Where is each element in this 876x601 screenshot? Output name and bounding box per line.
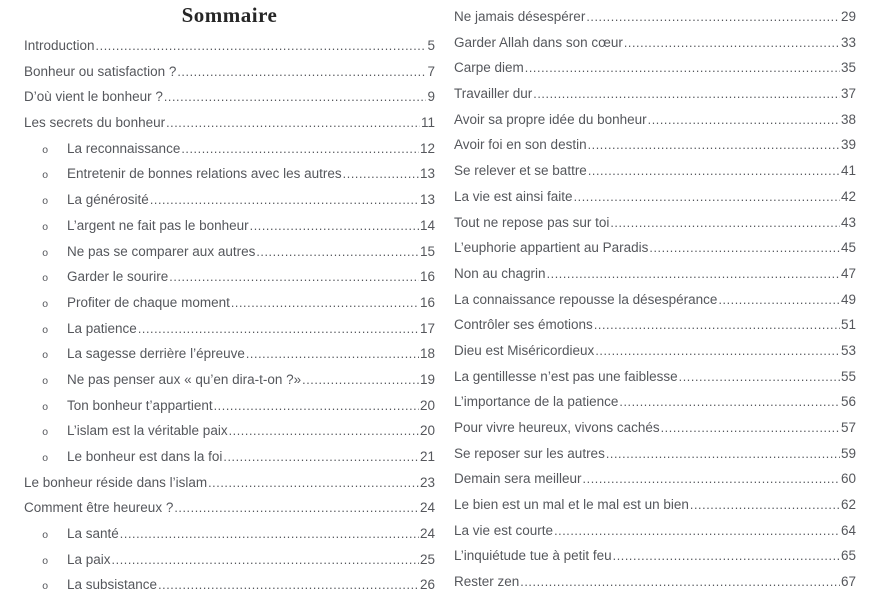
leader-dots <box>150 188 419 214</box>
toc-entry-page: 67 <box>840 574 856 590</box>
toc-entry[interactable] <box>24 316 435 342</box>
toc-entry[interactable] <box>24 572 435 598</box>
bullet-icon: o <box>42 375 49 388</box>
toc-entry[interactable] <box>24 264 435 290</box>
toc-entry-label: La paix <box>67 551 111 567</box>
toc-entry-label: L’islam est la véritable paix <box>67 423 228 439</box>
toc-entry-label: Rester zen <box>454 574 520 590</box>
toc-entry-label: Travailler dur <box>454 86 533 102</box>
toc-entry-label: Profiter de chaque moment <box>67 294 230 310</box>
toc-entry-page: 38 <box>840 111 856 127</box>
leader-dots <box>619 390 840 416</box>
bullet-icon: o <box>42 530 49 543</box>
leader-dots <box>112 548 419 574</box>
toc-left-column <box>0 0 438 598</box>
toc-entry-page: 65 <box>840 548 856 564</box>
toc-entry[interactable] <box>24 59 435 85</box>
toc-entry-page: 47 <box>840 265 856 281</box>
toc-entry[interactable] <box>454 261 856 287</box>
leader-dots <box>624 31 840 57</box>
toc-entry-page: 59 <box>840 445 856 461</box>
toc-entry-label: Avoir foi en son destin <box>454 137 587 153</box>
toc-entry[interactable] <box>24 444 435 470</box>
leader-dots <box>158 573 419 599</box>
leader-dots <box>138 317 419 343</box>
toc-entry[interactable] <box>454 287 856 313</box>
toc-entry-label: Le bonheur est dans la foi <box>67 449 223 464</box>
leader-dots <box>718 288 840 314</box>
bullet-icon: o <box>42 555 49 568</box>
toc-entry[interactable] <box>24 341 435 367</box>
page-title: Sommaire <box>181 3 278 27</box>
toc-entry[interactable] <box>24 547 435 573</box>
toc-entry-label: La reconnaissance <box>67 140 181 156</box>
toc-entry[interactable] <box>454 235 856 261</box>
toc-entry-label: Garder le sourire <box>67 269 169 285</box>
leader-dots <box>208 471 419 497</box>
toc-entry-page: 56 <box>840 394 856 410</box>
leader-dots <box>177 60 426 86</box>
leader-dots <box>595 339 840 365</box>
leader-dots <box>610 211 840 237</box>
toc-entry[interactable] <box>24 470 435 496</box>
toc-entry-page: 20 <box>419 397 435 413</box>
bullet-icon: o <box>42 221 49 234</box>
leader-dots <box>661 416 840 442</box>
toc-entry[interactable] <box>24 290 435 316</box>
toc-entry-label: L’argent ne fait pas le bonheur <box>67 217 249 233</box>
toc-entry[interactable] <box>454 81 856 107</box>
toc-entry-page: 33 <box>840 34 856 50</box>
toc-entry-page: 12 <box>419 140 435 156</box>
leader-dots <box>554 519 840 545</box>
toc-entry-label: La patience <box>67 320 137 336</box>
toc-entry[interactable] <box>24 418 435 444</box>
bullet-icon: o <box>42 170 49 183</box>
toc-entry-page: 16 <box>419 269 435 285</box>
toc-entry[interactable] <box>454 210 856 236</box>
toc-entry[interactable] <box>24 367 435 393</box>
toc-entry-page: 41 <box>840 163 856 179</box>
toc-entry-label: La vie est ainsi faite <box>454 188 573 204</box>
toc-entry-label: Ton bonheur t’appartient <box>67 397 213 413</box>
leader-dots <box>302 368 419 394</box>
toc-entry-page: 55 <box>840 368 856 384</box>
leader-dots <box>588 133 840 159</box>
toc-entry-label: Dieu est Miséricordieux <box>454 342 595 358</box>
toc-entry-label: Le bien est un mal et le mal est un bien <box>454 497 689 513</box>
leader-dots <box>533 82 840 108</box>
toc-entry-page: 24 <box>419 526 435 542</box>
toc-entry[interactable] <box>454 518 856 544</box>
leader-dots <box>246 342 419 368</box>
toc-entry-label: Entretenir de bonnes relations avec les autres <box>67 166 342 182</box>
toc-entry-label: Garder Allah dans son cœur <box>454 34 623 50</box>
toc-entry[interactable] <box>454 158 856 184</box>
toc-entry-label: Comment être heureux ? <box>24 500 174 516</box>
leader-dots <box>250 214 419 240</box>
leader-dots <box>588 159 840 185</box>
toc-entry-label: La santé <box>67 526 119 542</box>
toc-entry-label: La subsistance <box>67 577 158 593</box>
toc-entry-page: 16 <box>419 294 435 310</box>
toc-entry[interactable] <box>454 543 856 569</box>
toc-entry-page: 20 <box>419 423 435 439</box>
toc-right-entries <box>454 4 856 595</box>
toc-entry-page: 42 <box>840 188 856 204</box>
toc-entry[interactable] <box>24 84 435 110</box>
toc-entry-label: La gentillesse n’est pas une faiblesse <box>454 368 678 384</box>
toc-entry-page: 39 <box>840 137 856 153</box>
toc-entry-page: 49 <box>840 291 856 307</box>
bullet-icon: o <box>42 350 49 363</box>
toc-entry[interactable] <box>454 312 856 338</box>
toc-entry[interactable] <box>24 161 435 187</box>
toc-entry-page: 29 <box>840 9 856 24</box>
bullet-icon: o <box>42 273 49 286</box>
bullet-icon: o <box>42 298 49 311</box>
leader-dots <box>690 493 840 519</box>
toc-entry-page: 57 <box>840 420 856 435</box>
toc-right-column <box>438 0 876 598</box>
toc-entry-label: Non au chagrin <box>454 265 546 281</box>
toc-entry[interactable] <box>454 389 856 415</box>
toc-entry[interactable] <box>454 569 856 595</box>
toc-entry-page: 13 <box>419 166 435 182</box>
leader-dots <box>229 419 419 445</box>
leader-dots <box>231 291 419 317</box>
bullet-icon: o <box>42 247 49 260</box>
toc-entry[interactable] <box>454 415 856 441</box>
toc-entry-page: 24 <box>419 500 435 516</box>
toc-entry-page: 11 <box>420 115 435 131</box>
toc-entry-label: Le bonheur réside dans l’islam <box>24 474 208 490</box>
toc-entry-page: 13 <box>419 192 435 208</box>
leader-dots <box>520 570 840 596</box>
toc-entry-label: Bonheur ou satisfaction ? <box>24 63 177 79</box>
toc-entry-page: 15 <box>419 243 435 259</box>
toc-entry-page: 45 <box>840 240 856 256</box>
toc-entry-label: Carpe diem <box>454 60 524 76</box>
toc-entry[interactable] <box>454 107 856 133</box>
toc-entry-label: La sagesse derrière l’épreuve <box>67 346 245 362</box>
toc-entry-page: 14 <box>419 217 435 233</box>
leader-dots <box>166 111 420 137</box>
toc-entry-label: Ne jamais désespérer <box>454 9 586 24</box>
toc-entry[interactable] <box>454 466 856 492</box>
bullet-icon: o <box>42 144 49 157</box>
toc-entry[interactable] <box>24 239 435 265</box>
toc-entry-label: Se relever et se battre <box>454 163 587 179</box>
bullet-icon: o <box>42 581 49 594</box>
toc-entry-label: Introduction <box>24 38 95 53</box>
toc-entry-page: 19 <box>419 371 435 387</box>
toc-entry-page: 35 <box>840 60 856 76</box>
leader-dots <box>583 467 840 493</box>
toc-entry-page: 25 <box>419 551 435 567</box>
toc-entry[interactable] <box>454 338 856 364</box>
leader-dots <box>120 522 419 548</box>
toc-entry[interactable] <box>454 184 856 210</box>
leader-dots <box>164 85 427 111</box>
toc-entry-page: 37 <box>840 86 856 102</box>
leader-dots <box>613 544 840 570</box>
leader-dots <box>594 313 840 339</box>
toc-entry-label: Se reposer sur les autres <box>454 445 605 461</box>
toc-entry-label: Ne pas se comparer aux autres <box>67 243 256 259</box>
toc-entry-page: 60 <box>840 471 856 487</box>
bullet-icon: o <box>42 401 49 414</box>
toc-entry-label: L’euphorie appartient au Paradis <box>454 240 649 256</box>
leader-dots <box>606 442 840 468</box>
toc-entry-page: 62 <box>840 497 856 513</box>
toc-entry[interactable] <box>24 33 435 59</box>
leader-dots <box>223 445 419 471</box>
toc-left-entries <box>24 33 435 598</box>
bullet-icon: o <box>42 453 49 465</box>
toc-entry-page: 21 <box>419 449 435 464</box>
leader-dots <box>174 496 419 522</box>
toc-entry[interactable] <box>454 492 856 518</box>
leader-dots <box>574 185 840 211</box>
toc-entry-page: 7 <box>427 63 435 79</box>
toc-entry[interactable] <box>24 495 435 521</box>
bullet-icon: o <box>42 196 49 209</box>
toc-entry-label: Contrôler ses émotions <box>454 317 593 333</box>
leader-dots <box>648 108 840 134</box>
leader-dots <box>96 34 427 60</box>
toc-entry-label: Tout ne repose pas sur toi <box>454 214 610 230</box>
leader-dots <box>169 265 419 291</box>
toc-entry[interactable] <box>454 364 856 390</box>
toc-entry-page: 9 <box>427 89 435 105</box>
toc-entry-label: Avoir sa propre idée du bonheur <box>454 111 647 127</box>
toc-entry[interactable] <box>454 132 856 158</box>
toc-entry[interactable] <box>24 213 435 239</box>
toc-entry-page: 23 <box>419 474 435 490</box>
leader-dots <box>256 240 419 266</box>
toc-entry-page: 5 <box>427 38 435 53</box>
leader-dots <box>586 5 840 31</box>
toc-entry[interactable] <box>454 55 856 81</box>
toc-entry[interactable] <box>24 136 435 162</box>
toc-entry-page: 51 <box>840 317 856 333</box>
toc-entry[interactable] <box>24 393 435 419</box>
toc-entry-page: 64 <box>840 522 856 538</box>
leader-dots <box>525 56 840 82</box>
toc-entry-label: Ne pas penser aux « qu’en dira-t-on ?» <box>67 371 302 387</box>
leader-dots <box>214 394 419 420</box>
toc-entry-label: D’où vient le bonheur ? <box>24 89 163 105</box>
toc-entry-page: 18 <box>419 346 435 362</box>
toc-entry[interactable] <box>454 4 856 30</box>
toc-entry-page: 26 <box>419 577 435 593</box>
toc-entry-label: Pour vivre heureux, vivons cachés <box>454 420 660 435</box>
toc-entry-page: 17 <box>419 320 435 336</box>
leader-dots <box>181 137 419 163</box>
toc-entry-label: Les secrets du bonheur <box>24 115 166 131</box>
toc-entry[interactable] <box>454 441 856 467</box>
toc-entry[interactable] <box>454 30 856 56</box>
toc-entry-label: La générosité <box>67 192 149 208</box>
toc-entry[interactable] <box>24 521 435 547</box>
toc-entry-label: Demain sera meilleur <box>454 471 582 487</box>
toc-entry-label: La connaissance repousse la désespérance <box>454 291 718 307</box>
bullet-icon: o <box>42 324 49 337</box>
toc-entry[interactable] <box>24 187 435 213</box>
toc-entry-page: 53 <box>840 342 856 358</box>
leader-dots <box>679 365 840 391</box>
bullet-icon: o <box>42 427 49 440</box>
leader-dots <box>343 162 419 188</box>
leader-dots <box>547 262 840 288</box>
toc-entry-label: L’inquiétude tue à petit feu <box>454 548 612 564</box>
toc-entry-label: La vie est courte <box>454 522 554 538</box>
toc-entry-page: 43 <box>840 214 856 230</box>
toc-entry[interactable] <box>24 110 435 136</box>
toc-entry-label: L’importance de la patience <box>454 394 619 410</box>
leader-dots <box>649 236 840 262</box>
